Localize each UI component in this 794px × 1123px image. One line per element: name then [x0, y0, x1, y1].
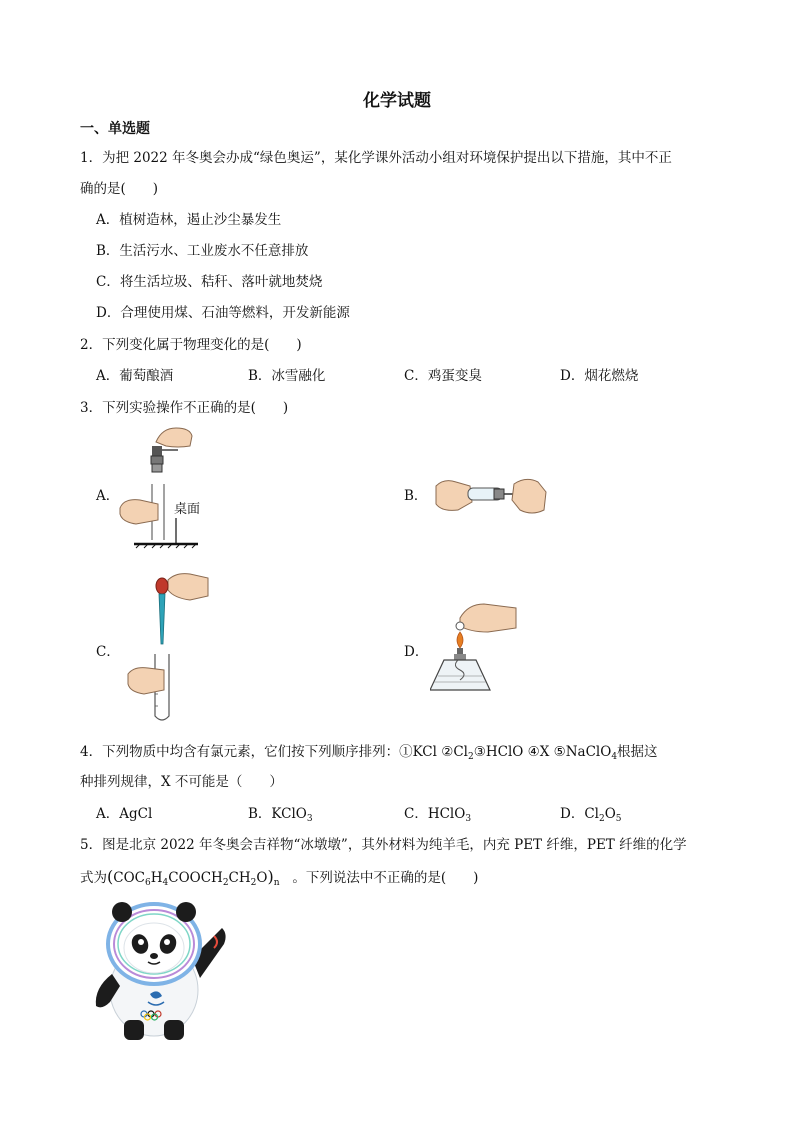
- question-3-label-d: D．: [404, 644, 429, 660]
- question-4-option-a: A．AgCl: [96, 806, 153, 822]
- page-title: 化学试题: [363, 91, 431, 111]
- question-1-option-c: C．将生活垃圾、秸秆、落叶就地焚烧: [96, 274, 323, 290]
- section-heading: 一、单选题: [80, 121, 150, 137]
- desk-label: 桌面: [174, 502, 201, 517]
- question-1-option-d: D．合理使用煤、石油等燃料，开发新能源: [96, 305, 350, 321]
- figure-d-alcohol-lamp-lighting: [430, 598, 520, 698]
- figure-b-tube-stopper-twist: [434, 474, 548, 520]
- question-4-option-c: C．HClO$_3$: [404, 806, 472, 824]
- question-2-option-c: C．鸡蛋变臭: [404, 368, 482, 384]
- question-5-line-1: 5．图是北京 2022 年冬奥会吉祥物“冰墩墩”，其外材料为纯羊毛，内充 PET 纤维，PET 纤维的化学: [80, 837, 687, 853]
- question-4-line-1: 4．下列物质中均含有氯元素，它们按下列顺序排列：①KCl $②Cl_2③HClO$ ④X ⑤NaClO$_4$根据这: [80, 744, 658, 762]
- question-3-label-a: A．: [96, 488, 120, 504]
- mascot-image: [88, 898, 232, 1044]
- question-4-line-2: 种排列规律，X 不可能是（ ）: [80, 774, 283, 790]
- question-1-option-a: A．植树造林，遏止沙尘暴发生: [96, 212, 282, 228]
- question-3-label-c: C．: [96, 644, 120, 660]
- question-1-line-1: 1．为把 2022 年冬奥会办成“绿色奥运”，某化学课外活动小组对环境保护提出以下措施，其中不正: [80, 150, 672, 166]
- question-2-option-a: A．葡萄酿酒: [96, 368, 174, 384]
- question-2-option-d: D．烟花燃烧: [560, 368, 639, 384]
- question-2-stem: 2．下列变化属于物理变化的是( ): [80, 337, 302, 353]
- question-5-line-2: 式为$(COC_6H_4COOCH_2CH_2O)_n$ 。下列说法中不正确的是( ): [80, 867, 479, 888]
- question-1-line-2: 确的是( ): [80, 181, 159, 197]
- question-2-option-b: B．冰雪融化: [248, 368, 326, 384]
- figure-a-test-tube-pressing-stopper: [118, 424, 208, 550]
- question-4-option-d: D．$Cl_2O_5$: [560, 806, 622, 824]
- question-1-option-b: B．生活污水、工业废水不任意排放: [96, 243, 309, 259]
- question-3-label-b: B．: [404, 488, 428, 504]
- figure-c-dropper-into-tube: [124, 570, 214, 726]
- question-4-option-b: B．KClO$_3$: [248, 806, 313, 824]
- question-3-stem: 3．下列实验操作不正确的是( ): [80, 400, 289, 416]
